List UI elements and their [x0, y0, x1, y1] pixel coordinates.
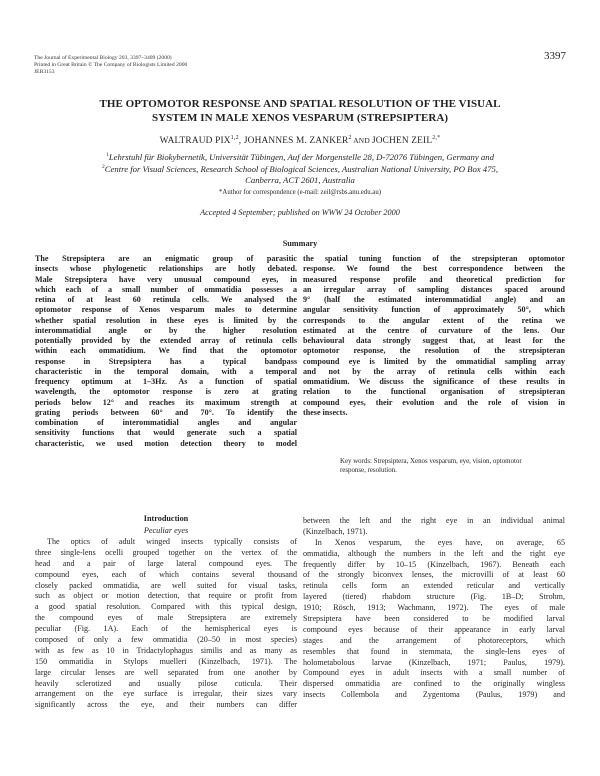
text-line: In Xenos vesparum, the eyes have, on average, 65	[315, 537, 565, 547]
text-line: three single-lens ocelli grouped together on the vertex of the	[35, 547, 297, 557]
text-line: behavioural data strongly suggest that, at least for the	[303, 336, 565, 345]
text-line: within each ommatidium. We find that the optomotor	[35, 346, 297, 356]
text-line: Compound eyes in adult insects with a small number of	[303, 668, 565, 678]
text-line: head and a pair of large lateral compound eyes. The	[35, 558, 297, 568]
journal-info	[34, 55, 187, 77]
text-line: such as object or motion detection, that require or profit from	[35, 591, 297, 601]
text-line: The optics of adult winged insects typically consists of	[47, 537, 297, 546]
text-line: significantly across the eye, and their numbers can differ	[35, 700, 297, 710]
text-line: characteristic, we used motion detection theory to model	[35, 438, 297, 448]
text-line: angular sensitivity function of approximately 50°, which	[303, 305, 565, 315]
body-left-column	[35, 537, 297, 711]
text-line: composed of only a few ommatidia (20–50 in most species)	[35, 635, 297, 645]
affiliation-line	[34, 162, 566, 174]
title-line: THE OPTOMOTOR RESPONSE AND SPATIAL RESOLUTION OF THE VISUAL	[99, 98, 501, 110]
keywords-line: response, resolution.	[340, 467, 397, 474]
body-right-column	[303, 516, 565, 701]
text-line: holometabolous larvae (Kinzelbach, 1971; Paulus, 1979).	[303, 657, 565, 667]
keywords	[340, 457, 566, 475]
text-line: a good spatial resolution. Compared with this typical design,	[35, 602, 297, 612]
journal-citation: The Journal of Experimental Biology 203, 3397–3409 (2000)	[34, 55, 172, 61]
text-line: and not by the array of retinula cells within each	[303, 366, 565, 376]
summary-left-column	[35, 254, 297, 449]
text-line: retina of at least 60 retinula cells. We analysed the	[35, 295, 297, 304]
text-line: wavelength, the optomotor response is zero at grating	[35, 387, 297, 397]
correspondence-note: *Author for correspondence (e-mail: zeil@rsbs.anu.edu.au)	[219, 189, 381, 196]
affiliation-text: Canberra, ACT 2601, Australia	[245, 174, 355, 185]
author-affiliation-mark: 2,*	[432, 135, 441, 141]
text-line: resembles that found in stemmata, the single-lens eyes of	[303, 646, 565, 656]
affiliation-line	[34, 150, 566, 162]
text-line: measured response profile and theoretical prediction for	[303, 274, 565, 284]
text-line: the spatial tuning function of the strepsipteran optomotor	[303, 254, 565, 263]
introduction-subheading: Peculiar eyes	[143, 526, 189, 535]
author-affiliation-mark: 2	[348, 135, 352, 141]
text-line: corresponds to the angular extent of the retina we	[303, 315, 565, 325]
text-line: whether spatial resolution in these eyes is limited by the	[35, 315, 297, 325]
author-list	[0, 135, 600, 146]
text-line: compound eyes because of their appearance in early larval	[303, 624, 565, 634]
text-line: frequency optimum at 1–3Hz. As a function of spatial	[35, 377, 297, 386]
text-line: sensitivity functions that would generate such a spatial	[35, 428, 297, 438]
author-affiliation-mark: 1,2	[230, 135, 239, 141]
summary-right-column	[303, 254, 565, 418]
text-line: compound eye is limited by the ommatidial sampling array	[303, 356, 565, 366]
page-number: 3397	[544, 50, 566, 62]
text-line: grating periods between 60° and 70°. To identify the	[35, 407, 297, 417]
text-line: the compound eyes of male Strepsiptera are extremely	[35, 613, 297, 623]
text-line: an irregular array of sampling distances spaced around	[303, 284, 565, 294]
text-line: combination of interommatidial angles and angular	[35, 418, 297, 427]
author-name: WALTRAUD PIX	[159, 136, 231, 147]
text-line: (Kinzelbach, 1971).	[303, 526, 368, 536]
text-line: arrangement on the eye surface is irregular, their sizes vary	[35, 689, 297, 699]
text-line: frequently differ by 10–15 (Kinzelbach, 1967). Beneath each	[303, 559, 565, 569]
text-line: ommatidium. We discuss the significance of these results in	[303, 377, 565, 386]
text-line: layered (tiered) rhabdom structure (Fig. 1B–D; Strohm,	[303, 592, 565, 602]
text-line: The Strepsiptera are an enigmatic group of parasitic	[35, 254, 297, 263]
text-line: compound eyes, each of which contains several thousand	[35, 569, 297, 579]
text-line: between the left and the right eye in an individual animal	[303, 516, 565, 525]
author-separator: ,	[238, 136, 244, 147]
text-line: Strepsiptera have been considered to be modified larval	[303, 614, 565, 624]
accepted-date: Accepted 4 September; published on WWW 24 October 2000	[200, 208, 400, 217]
text-line: these insects.	[303, 407, 348, 417]
text-line: response. We found the best correspondence between the	[303, 264, 565, 274]
text-line: interommatidial angle or by the higher resolution	[35, 325, 297, 335]
text-line: stages and the arrangement of photoreceptors, which	[303, 635, 565, 645]
author-name: JOHANNES M. ZANKER	[243, 136, 349, 147]
text-line: characteristic in the temporal domain, with a temporal	[35, 366, 297, 376]
text-line: periods below 12° and reaches its maximum strength at	[35, 397, 297, 407]
affiliation-mark: 1	[106, 152, 109, 158]
author-name: JOCHEN ZEIL	[371, 136, 433, 147]
text-line: Male Strepsiptera have very unusual compound eyes, in	[35, 274, 297, 284]
text-line: with as few as 10 in Tridactylophagus similis and as many as	[35, 645, 297, 655]
keywords-line: Key words: Strepsiptera, Xenos vesparum, eye, vision, optomotor	[340, 458, 522, 465]
text-line: retinula cells form an extended reticular and vertically	[303, 581, 565, 591]
author-separator: AND	[351, 136, 372, 146]
introduction-heading: Introduction	[143, 514, 189, 523]
affiliation-line	[34, 175, 566, 186]
text-line: 1910; Rösch, 1913; Wachmann, 1972). The eyes of male	[303, 603, 565, 613]
text-line: estimated at the centre of curvature of the lens. Our	[303, 325, 565, 335]
text-line: insects whose phylogenetic relationships are hotly debated.	[35, 264, 297, 274]
summary-heading: Summary	[282, 239, 318, 248]
text-line: response in Strepsiptera has a typical bandpass	[35, 356, 297, 366]
affiliation-text: Lehrstuhl für Biokybernetik, Universität Tübingen, Auf der Morgenstelle 28, D-72076 Tübingen, Germany and	[108, 151, 494, 162]
affiliations	[34, 150, 566, 185]
text-line: 150 ommatidia in Stylops muelleri (Kinzelbach, 1971). The	[35, 656, 297, 666]
text-line: insects Collembola and Zygentoma (Paulus, 1979) and	[303, 690, 565, 700]
paper-title	[40, 97, 560, 125]
text-line: optomotor response, the resolution of the strepsipteran	[303, 346, 565, 356]
text-line: relation to the functional organisation of strepsipteran	[303, 387, 565, 397]
text-line: heavily sclerotized and usually pilose cuticula. Their	[35, 678, 297, 688]
journal-copyright: Printed in Great Britain © The Company of Biologists Limited 2000	[34, 62, 188, 69]
text-line: potentially provided by the extended array of retinula cells	[35, 336, 297, 345]
text-line: peculiar (Fig. 1A). Each of the hemispherical eyes is	[35, 624, 297, 634]
text-line: which each of a small number of ommatidia possesses a	[35, 284, 297, 294]
text-line: of the strongly biconvex lenses, the microvilli of at least 60	[303, 570, 565, 580]
text-line: dispersed ommatidia are confined to the originally wingless	[303, 679, 565, 689]
text-line: 9° (half the estimated interommatidial angle) and an	[303, 295, 565, 304]
text-line: compound eyes, their evolution and the role of vision in	[303, 397, 565, 407]
affiliation-text: Centre for Visual Sciences, Research School of Biological Sciences, Australian National University, PO Box 475,	[104, 164, 499, 175]
journal-article-id: JEB3153	[34, 69, 55, 76]
affiliation-mark: 2	[101, 164, 105, 171]
text-line: optomotor response of Xenos vesparum males to determine	[35, 305, 297, 315]
title-line: SYSTEM IN MALE XENOS VESPARUM (STREPSIPTERA)	[151, 112, 449, 124]
text-line: closely packed ommatidia, are well suited for visual tasks,	[35, 580, 297, 590]
text-line: large circular lenses are well separated from one another by	[35, 667, 297, 677]
text-line: ommatidia, although the numbers in the left and the right eye	[303, 548, 565, 558]
